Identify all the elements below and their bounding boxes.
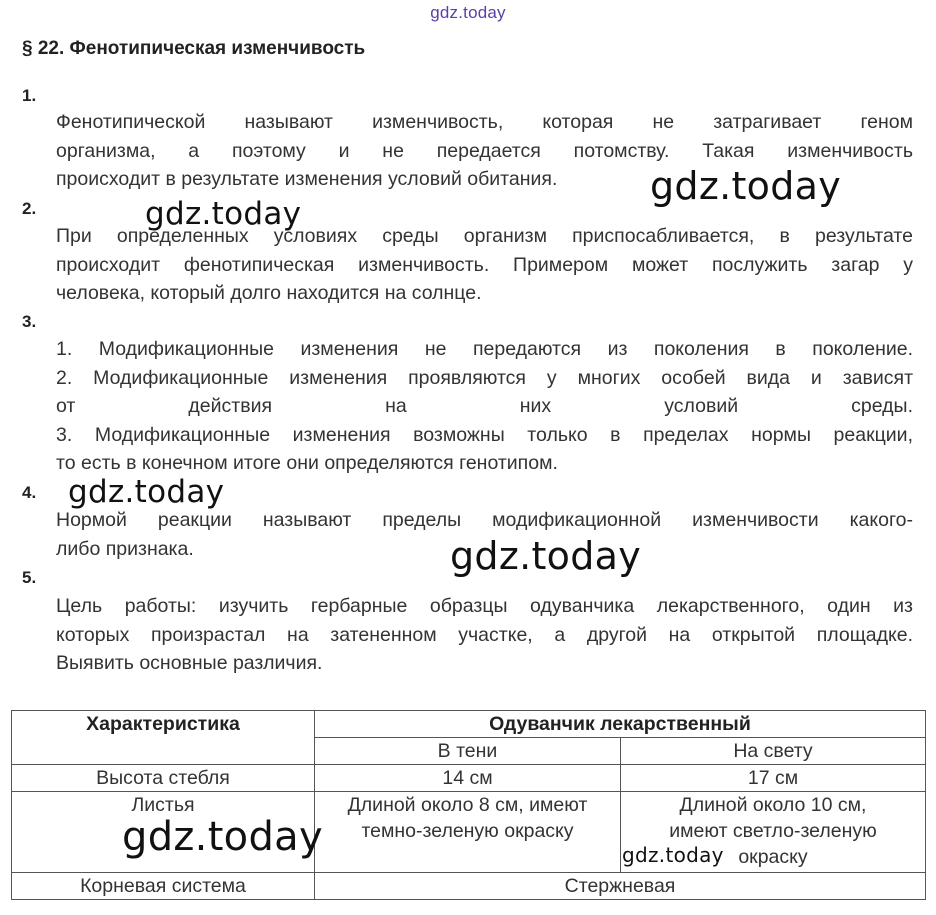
watermark: gdz.today: [145, 196, 302, 232]
text-line: Цель работы: изучить гербарные образцы одуванчика лекарственного, один из: [56, 595, 913, 617]
text-line: Выявить основные различия.: [56, 652, 323, 675]
watermark: gdz.today: [450, 534, 642, 578]
watermark: gdz.today: [650, 164, 842, 208]
watermark: gdz.today: [68, 474, 225, 510]
text-line: происходит в результате изменения условий обитания.: [56, 168, 558, 191]
section-number-5: 5.: [22, 568, 37, 587]
cell-line: Длиной около 8 см, имеют: [347, 794, 588, 816]
text-line: происходит фенотипическая изменчивость. Примером может послужить загар у: [56, 253, 913, 276]
table-subheader-sun: На свету: [621, 738, 926, 765]
text-line: организма, а поэтому и не передается потомству. Такая изменчивость: [56, 139, 913, 162]
cell-shade: [315, 792, 621, 873]
text-line: 1. Модификационные изменения не передаются из поколения в поколение.: [56, 338, 913, 360]
text-line: то есть в конечном итоге они определяются генотипом.: [56, 452, 558, 475]
text-line: либо признака.: [56, 537, 194, 560]
page-title: § 22. Фенотипическая изменчивость: [22, 38, 366, 59]
watermark: gdz.today: [622, 843, 724, 867]
text-line: от действия на них условий среды.: [56, 395, 913, 418]
table-header-dandelion: Одуванчик лекарственный: [315, 711, 926, 738]
text-line: При определенных условиях среды организм приспосабливается, в результате: [56, 225, 913, 247]
cell-sun: 17 см: [621, 765, 926, 792]
row-label: Листья: [12, 792, 315, 873]
header-watermark: gdz.today: [430, 3, 506, 22]
table-header-characteristic: Характеристика: [12, 711, 315, 765]
table-row: [12, 765, 926, 792]
cell-line: имеют светло-зеленую: [669, 820, 877, 842]
text-line: Фенотипической называют изменчивость, которая не затрагивает геном: [56, 111, 913, 133]
section-3-text: [56, 335, 913, 478]
row-label: Высота стебля: [12, 765, 315, 792]
cell-both: Стержневая: [315, 873, 926, 900]
cell-line: темно-зеленую окраску: [361, 820, 574, 842]
text-line: человека, который долго находится на солнце.: [56, 282, 482, 305]
section-number-3: 3.: [22, 312, 37, 331]
section-number-1: 1.: [22, 86, 37, 105]
cell-shade: 14 см: [315, 765, 621, 792]
watermark: gdz.today: [122, 814, 323, 860]
cell-line: окраску: [738, 846, 808, 868]
text-line: которых произрастал на затененном участке, а другой на открытой площадке.: [56, 623, 913, 646]
text-line: 2. Модификационные изменения проявляются у многих особей вида и зависят: [56, 366, 913, 389]
table-subheader-shade: В тени: [315, 738, 621, 765]
cell-line: Длиной около 10 см,: [679, 794, 867, 816]
section-5-text: [56, 592, 913, 678]
text-line: 3. Модификационные изменения возможны только в пределах нормы реакции,: [56, 423, 913, 446]
row-label: Корневая система: [12, 873, 315, 900]
table-row: [12, 873, 926, 900]
section-number-2: 2.: [22, 199, 37, 218]
comparison-table: [11, 710, 926, 900]
text-line: Нормой реакции называют пределы модификационной изменчивости какого-: [56, 509, 913, 531]
section-number-4: 4.: [22, 483, 37, 502]
section-2-text: [56, 222, 913, 308]
